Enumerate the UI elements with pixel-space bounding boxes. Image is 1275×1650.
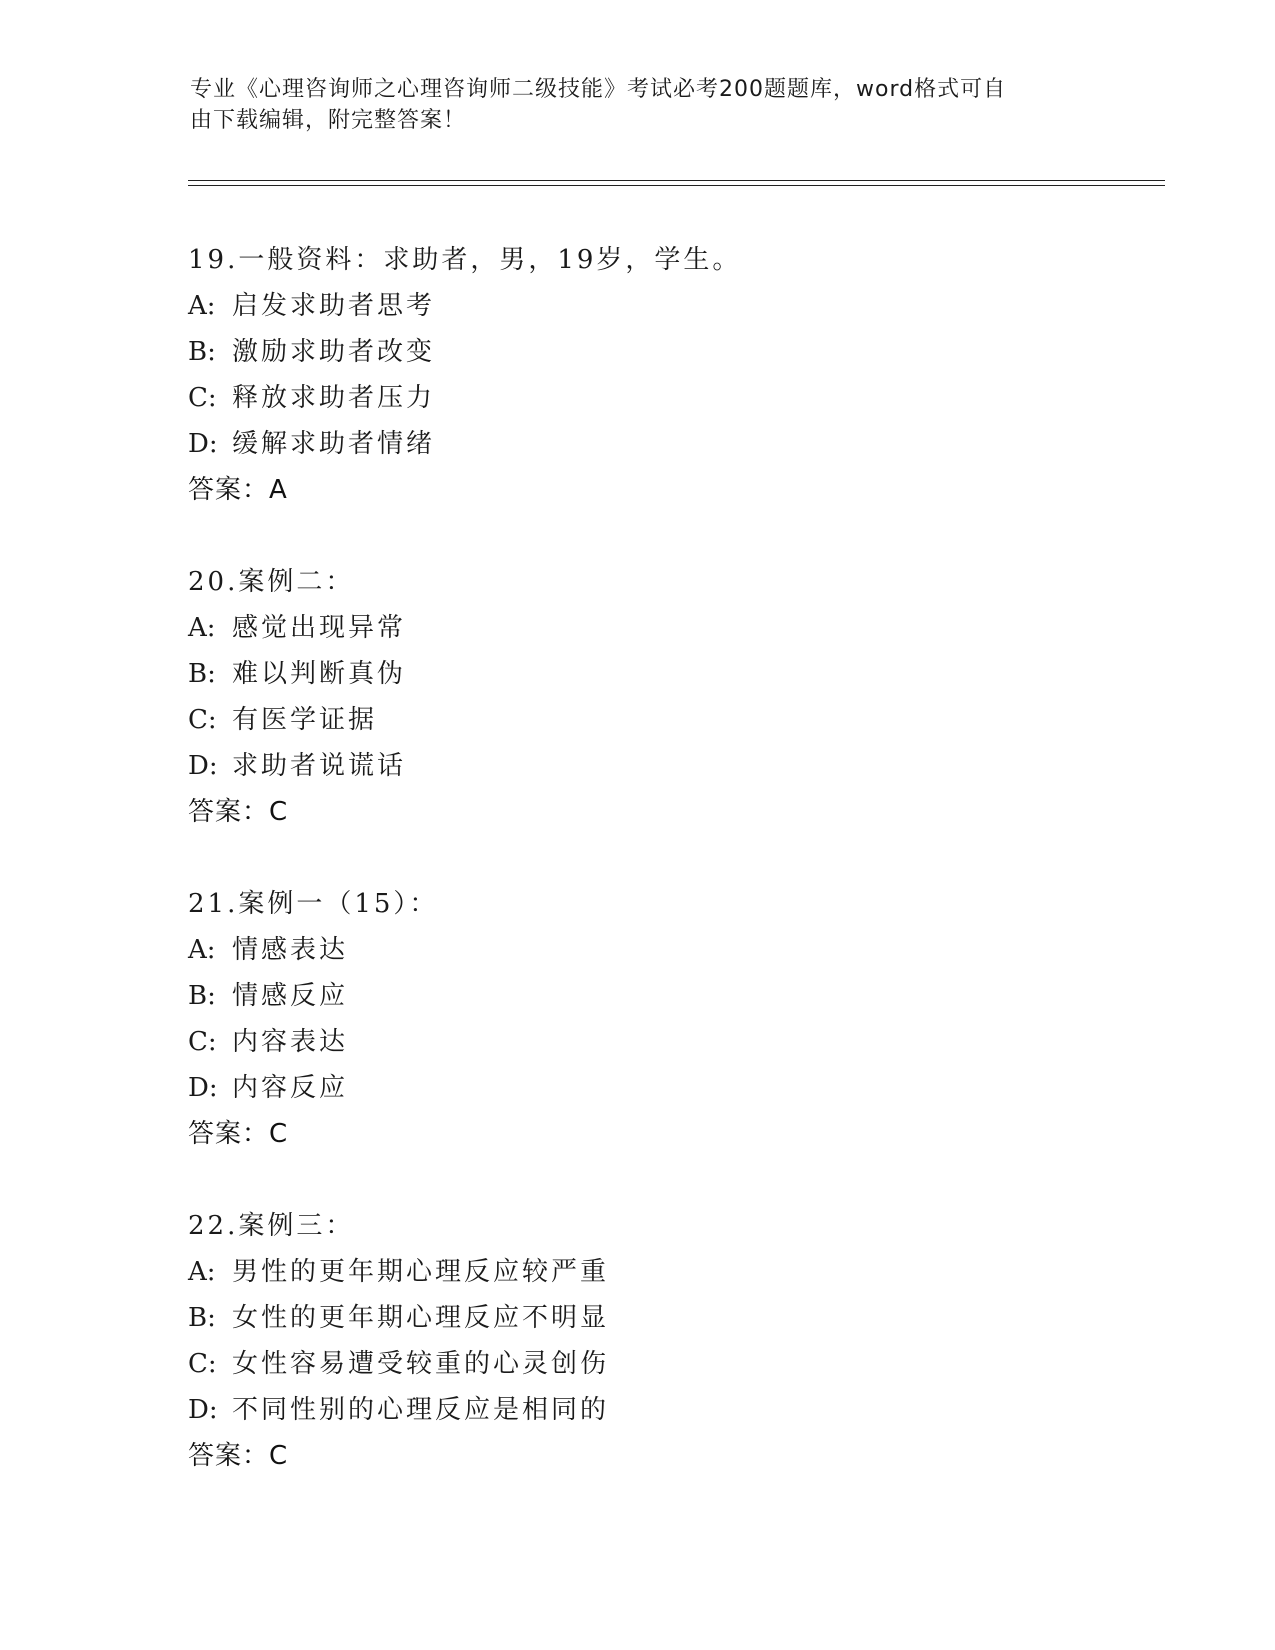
option-letter: C:: [188, 1027, 217, 1057]
option-letter: B:: [188, 337, 216, 367]
question-stem: 20.案例二：: [188, 567, 355, 597]
option-c: [188, 697, 1088, 743]
answer-line: 答案：C: [188, 1441, 289, 1471]
header-line-2: 由下载编辑，附完整答案！: [190, 108, 467, 133]
option-a: [188, 605, 1088, 651]
option-text: 情感反应: [232, 981, 349, 1011]
option-letter: A:: [188, 613, 216, 643]
option-text: 女性的更年期心理反应不明显: [232, 1303, 610, 1333]
option-text: 激励求助者改变: [232, 337, 436, 367]
option-letter: B:: [188, 1303, 216, 1333]
option-d: [188, 1065, 1088, 1111]
option-a: [188, 927, 1088, 973]
option-letter: C:: [188, 1349, 217, 1379]
option-a: [188, 283, 1088, 329]
answer-line: 答案：C: [188, 797, 289, 827]
header-divider-bottom: [188, 185, 1165, 186]
option-letter: D:: [188, 751, 218, 781]
option-d: [188, 1387, 1088, 1433]
option-text: 内容反应: [232, 1073, 349, 1103]
option-a: [188, 1249, 1088, 1295]
option-letter: D:: [188, 1395, 218, 1425]
option-letter: A:: [188, 291, 216, 321]
option-text: 求助者说谎话: [232, 751, 407, 781]
answer-line: 答案：C: [188, 1119, 289, 1149]
option-text: 启发求助者思考: [232, 291, 436, 321]
option-text: 难以判断真伪: [232, 659, 407, 689]
option-text: 有医学证据: [232, 705, 378, 735]
option-text: 不同性别的心理反应是相同的: [232, 1395, 610, 1425]
answer-line: 答案：A: [188, 475, 288, 505]
option-d: [188, 421, 1088, 467]
option-letter: D:: [188, 429, 218, 459]
option-text: 内容表达: [232, 1027, 349, 1057]
option-text: 缓解求助者情绪: [232, 429, 436, 459]
question-block: [188, 881, 1088, 1157]
option-text: 释放求助者压力: [232, 383, 436, 413]
option-letter: D:: [188, 1073, 218, 1103]
option-letter: A:: [188, 1257, 216, 1287]
header-line-1: 专业《心理咨询师之心理咨询师二级技能》考试必考200题题库，word格式可自: [190, 77, 1007, 102]
option-text: 情感表达: [232, 935, 349, 965]
option-letter: B:: [188, 659, 216, 689]
option-c: [188, 1341, 1088, 1387]
option-b: [188, 329, 1088, 375]
document-header: [190, 74, 1090, 136]
option-text: 感觉出现异常: [232, 613, 407, 643]
option-text: 男性的更年期心理反应较严重: [232, 1257, 610, 1287]
option-letter: B:: [188, 981, 216, 1011]
option-b: [188, 651, 1088, 697]
question-stem: 21.案例一（15）：: [188, 889, 439, 919]
option-b: [188, 973, 1088, 1019]
question-block: [188, 559, 1088, 835]
option-b: [188, 1295, 1088, 1341]
option-c: [188, 1019, 1088, 1065]
option-letter: C:: [188, 705, 217, 735]
option-d: [188, 743, 1088, 789]
option-text: 女性容易遭受较重的心灵创伤: [232, 1349, 610, 1379]
question-stem: 22.案例三：: [188, 1211, 355, 1241]
question-block: [188, 1203, 1088, 1479]
option-letter: A:: [188, 935, 216, 965]
question-block: [188, 237, 1088, 513]
option-letter: C:: [188, 383, 217, 413]
question-stem: 19.一般资料：求助者，男，19岁，学生。: [188, 245, 742, 275]
header-divider-top: [188, 180, 1165, 181]
option-c: [188, 375, 1088, 421]
